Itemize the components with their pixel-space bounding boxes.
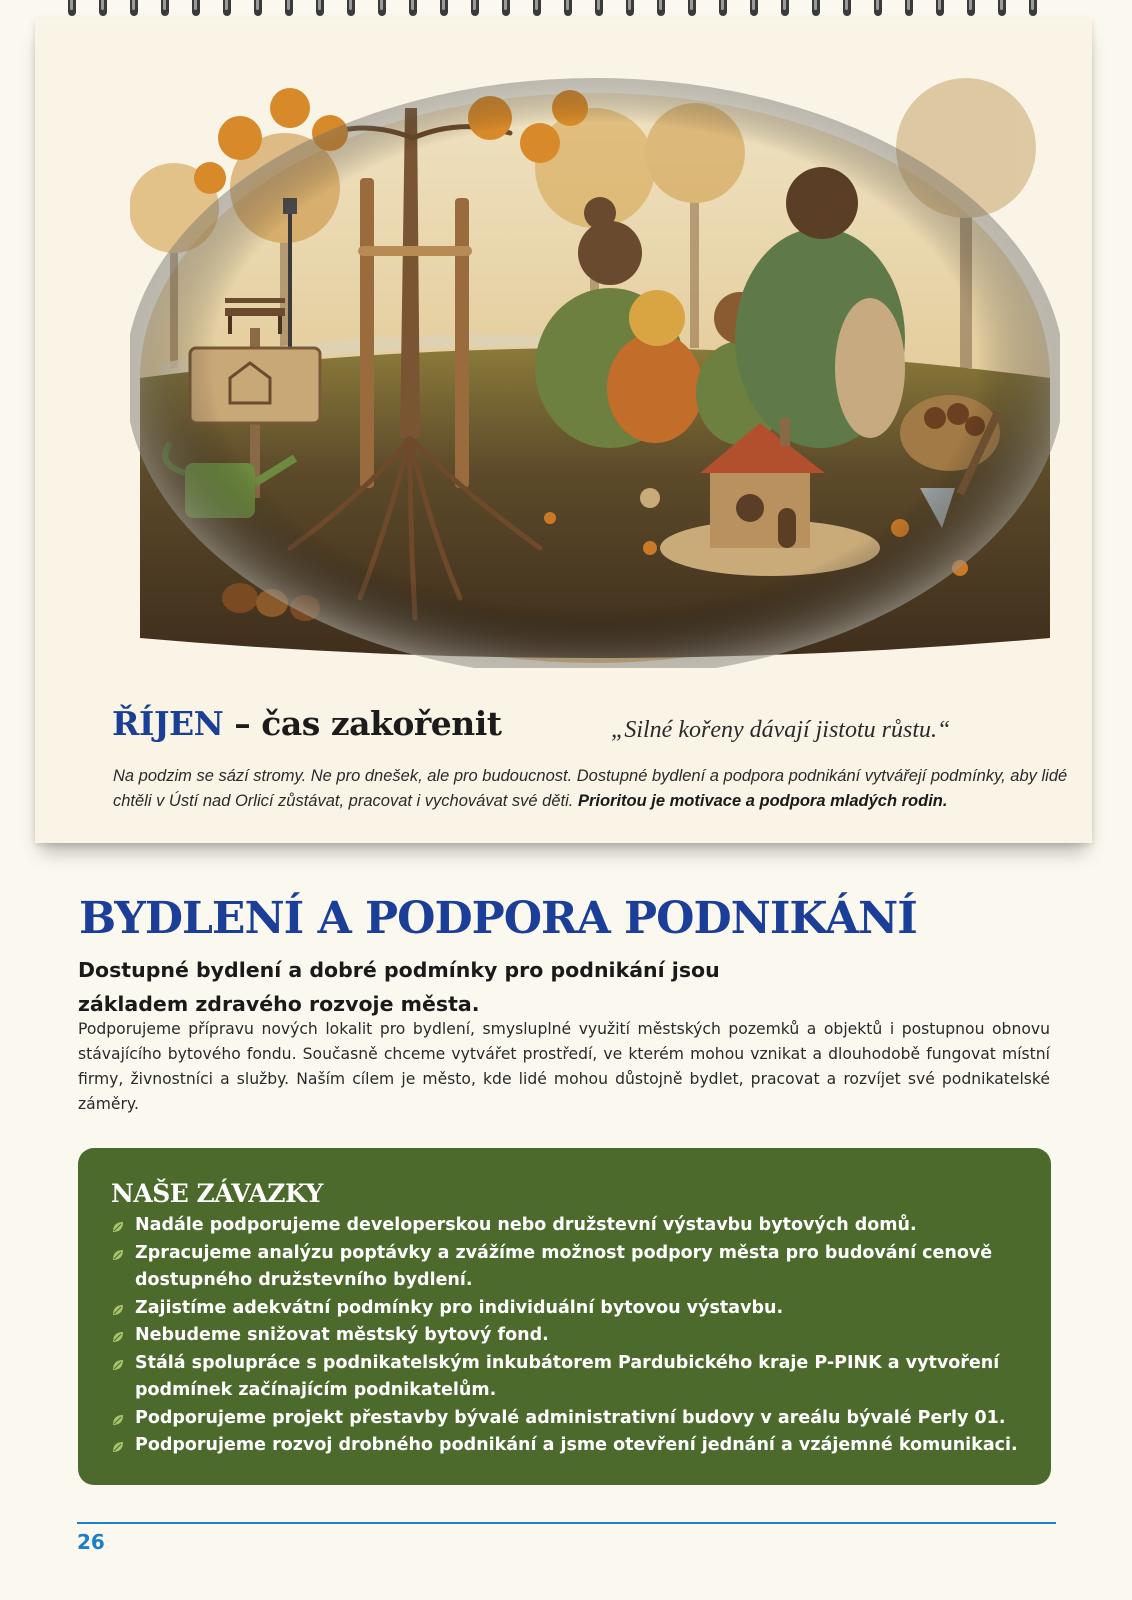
- month-description: [113, 764, 1103, 814]
- binding-ring-highlight: [814, 0, 817, 10]
- binding-ring-highlight: [566, 0, 569, 10]
- list-item: [111, 1212, 1021, 1240]
- binding-ring-highlight: [876, 0, 879, 10]
- spiral-binding: [0, 0, 1132, 22]
- commitment-text: Nebudeme snižovat městský bytový fond.: [135, 1325, 549, 1345]
- motto-quote: „Silné kořeny dávají jistotu růstu.“: [611, 717, 951, 743]
- binding-ring-highlight: [473, 0, 476, 10]
- leaf-bullet-icon: [111, 1330, 125, 1344]
- commitment-text: Zpracujeme analýzu poptávky a zvážíme možnost podpory města pro budování cenově dostupného družstevního bydlení.: [135, 1242, 993, 1290]
- binding-ring-highlight: [101, 0, 104, 10]
- binding-ring-highlight: [318, 0, 321, 10]
- binding-ring-highlight: [659, 0, 662, 10]
- binding-ring-highlight: [287, 0, 290, 10]
- binding-ring-highlight: [1000, 0, 1003, 10]
- binding-ring-highlight: [721, 0, 724, 10]
- list-item: [111, 1240, 1021, 1295]
- leaf-bullet-icon: [111, 1358, 125, 1372]
- list-item: [111, 1295, 1021, 1323]
- footer-divider: [77, 1522, 1056, 1524]
- binding-ring-highlight: [132, 0, 135, 10]
- leaf-bullet-icon: [111, 1413, 125, 1427]
- month-subtitle: – čas zakořenit: [234, 704, 502, 743]
- leaf-bullet-icon: [111, 1440, 125, 1454]
- binding-ring-highlight: [783, 0, 786, 10]
- month-heading: [112, 704, 501, 743]
- binding-ring-highlight: [969, 0, 972, 10]
- calendar-card: [35, 18, 1092, 843]
- binding-ring-highlight: [349, 0, 352, 10]
- list-item: [111, 1350, 1021, 1405]
- binding-ring-highlight: [163, 0, 166, 10]
- binding-ring-highlight: [225, 0, 228, 10]
- binding-ring-highlight: [907, 0, 910, 10]
- commitments-title: NAŠE ZÁVAZKY: [111, 1179, 323, 1208]
- binding-ring-highlight: [1031, 0, 1034, 10]
- leaf-bullet-icon: [111, 1303, 125, 1317]
- section-title: BYDLENÍ A PODPORA PODNIKÁNÍ: [79, 893, 917, 944]
- binding-ring-highlight: [752, 0, 755, 10]
- month-description-text: Na podzim se sází stromy. Ne pro dnešek, ale pro budoucnost. Dostupné bydlení a podpora podnikání vytvářejí podmínky, aby lidé chtěli v Ústí nad Orlicí zůstávat, pracovat i vychovávat své děti.: [113, 767, 1068, 810]
- page-number: 26: [77, 1530, 105, 1554]
- leaf-bullet-icon: [111, 1248, 125, 1262]
- month-description-emphasis: Prioritou je motivace a podpora mladých rodin.: [577, 792, 948, 810]
- binding-ring-highlight: [70, 0, 73, 10]
- binding-ring-highlight: [194, 0, 197, 10]
- binding-ring-highlight: [690, 0, 693, 10]
- binding-ring-highlight: [411, 0, 414, 10]
- section-subtitle: Dostupné bydlení a dobré podmínky pro podnikání jsou základem zdravého rozvoje města.: [78, 958, 720, 1016]
- commitment-text: Nadále podporujeme developerskou nebo družstevní výstavbu bytových domů.: [135, 1215, 917, 1235]
- binding-ring-highlight: [256, 0, 259, 10]
- list-item: [111, 1405, 1021, 1433]
- section-body-text: Podporujeme přípravu nových lokalit pro bydlení, smysluplné využití městských pozemků a objektů i postupnou obnovu stávajícího bytového fondu. Současně chceme vytvářet prostředí, ve kterém mohou vznikat a dlouhodobě fungovat místní firmy, živnostníci a služby. Naším cílem je město, kde lidé mohou důstojně bydlet, pracovat a rozvíjet své podnikatelské záměry.: [78, 1020, 1050, 1113]
- commitment-text: Podporujeme rozvoj drobného podnikání a jsme otevření jednání a vzájemné komunikaci.: [135, 1435, 1018, 1455]
- list-item: [111, 1432, 1021, 1460]
- month-name: ŘÍJEN: [112, 704, 224, 743]
- binding-ring-highlight: [442, 0, 445, 10]
- commitments-box: [78, 1148, 1051, 1485]
- family-tree-illustration: [130, 78, 1060, 668]
- commitment-text: Zajistíme adekvátní podmínky pro individuální bytovou výstavbu.: [135, 1297, 784, 1318]
- binding-ring-highlight: [597, 0, 600, 10]
- binding-ring-highlight: [845, 0, 848, 10]
- list-item: [111, 1322, 1021, 1350]
- binding-ring-highlight: [628, 0, 631, 10]
- commitments-list: [111, 1212, 1021, 1460]
- binding-ring-highlight: [380, 0, 383, 10]
- binding-ring-highlight: [938, 0, 941, 10]
- commitment-text: Stálá spolupráce s podnikatelským inkubátorem Pardubického kraje P-PINK a vytvoření podmínek začínajícím podnikatelům.: [135, 1352, 1000, 1400]
- binding-ring-highlight: [535, 0, 538, 10]
- commitment-text: Podporujeme projekt přestavby bývalé administrativní budovy v areálu bývalé Perly 01.: [135, 1407, 1006, 1428]
- binding-ring-highlight: [504, 0, 507, 10]
- leaf-bullet-icon: [111, 1220, 125, 1234]
